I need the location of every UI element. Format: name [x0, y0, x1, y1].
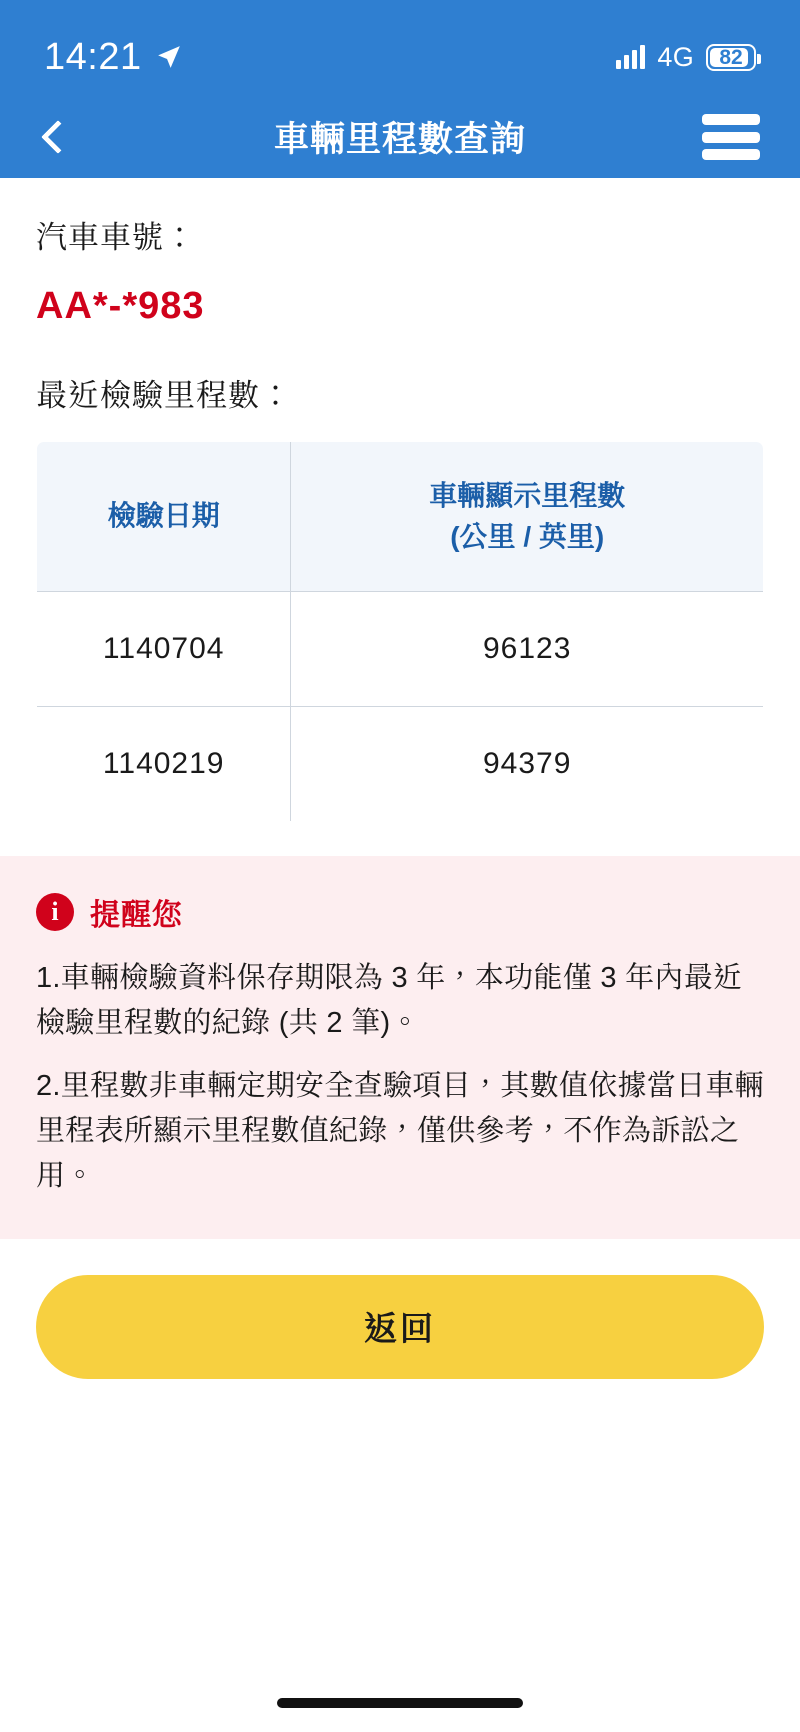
table-label: 最近檢驗里程數：	[36, 378, 292, 413]
status-bar-left	[44, 38, 182, 76]
footer-actions	[0, 1239, 800, 1379]
plate-value: AA*-*983	[36, 285, 205, 327]
status-bar-right	[616, 42, 756, 73]
status-bar	[0, 0, 800, 96]
plate-label: 汽車車號：	[36, 220, 196, 255]
notice-title: 提醒您	[90, 899, 183, 933]
chevron-left-icon	[41, 120, 75, 154]
signal-bars-icon	[616, 45, 645, 69]
page-title: 車輛里程數查詢	[273, 120, 526, 159]
notice-header	[36, 890, 764, 934]
back-nav-button[interactable]	[40, 111, 92, 163]
back-button[interactable]: 返回	[36, 1275, 764, 1379]
table-row	[37, 592, 764, 707]
mileage-table	[36, 441, 764, 822]
cell-mileage: 94379	[291, 707, 764, 822]
cell-inspection-date: 1140704	[37, 592, 291, 707]
app-bar	[0, 96, 800, 178]
header-mileage-line2: (公里 / 英里)	[450, 520, 605, 552]
header-mileage-line1: 車輛顯示里程數	[429, 480, 626, 511]
header-mileage	[291, 442, 764, 592]
notice-item: 2.里程數非車輛定期安全查驗項目，其數值依據當日車輛里程表所顯示里程數值紀錄，僅供參考，不作為訴訟之用。	[36, 1070, 764, 1192]
header-inspection-date: 檢驗日期	[37, 442, 291, 592]
battery-icon	[706, 44, 756, 71]
table-row	[37, 707, 764, 822]
table-header-row	[37, 442, 764, 592]
notice-item: 1.車輛檢驗資料保存期限為 3 年，本功能僅 3 年內最近檢驗里程數的紀錄 (共 2 筆)。	[36, 962, 743, 1040]
home-indicator[interactable]	[277, 1698, 523, 1708]
status-time: 14:21	[44, 36, 142, 78]
info-icon: i	[36, 893, 74, 931]
battery-percent: 82	[719, 45, 743, 69]
network-label: 4G	[657, 41, 694, 72]
notice-panel	[0, 856, 800, 1239]
mileage-table-head	[37, 442, 764, 592]
cell-inspection-date: 1140219	[37, 707, 291, 822]
main-content	[0, 178, 800, 822]
hamburger-menu-icon[interactable]	[702, 114, 760, 160]
cell-mileage: 96123	[291, 592, 764, 707]
mileage-table-body	[37, 592, 764, 822]
location-arrow-icon	[156, 44, 182, 70]
